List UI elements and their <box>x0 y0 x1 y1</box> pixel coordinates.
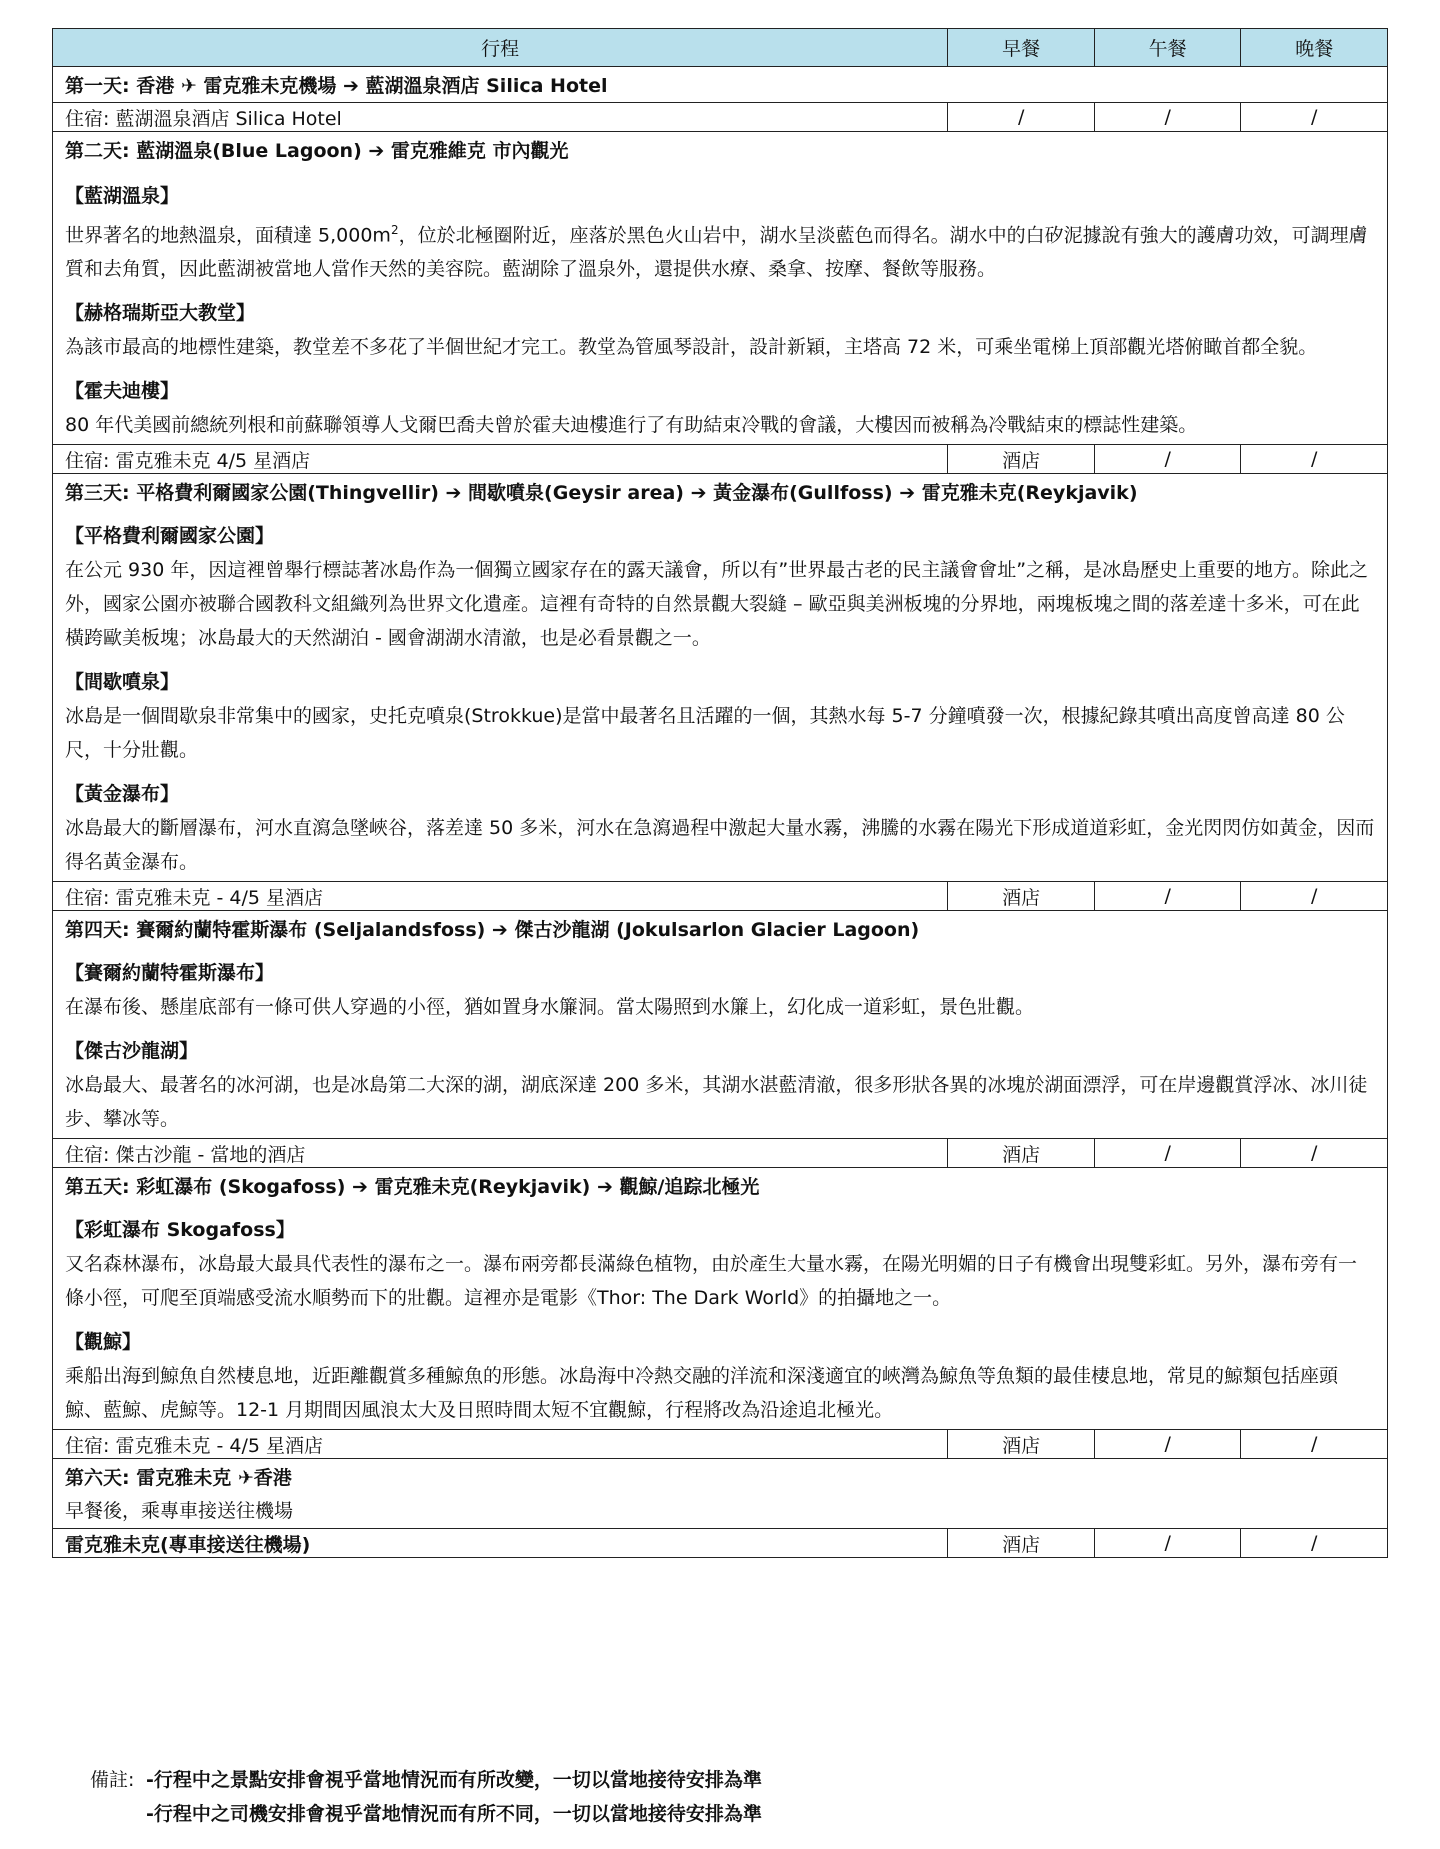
day3-breakfast: 酒店 <box>948 882 1095 911</box>
attraction-title: 【彩虹瀑布 Skogafoss】 <box>65 1219 295 1242</box>
day2-title: 第二天: 藍湖溫泉(Blue Lagoon) ➔ 雷克雅維克 市內觀光 <box>53 132 1388 168</box>
attraction-text: 又名森林瀑布，冰島最大最具代表性的瀑布之一。瀑布兩旁都長滿綠色植物，由於產生大量水霧，在陽光明媚的日子有機會出現雙彩虹。另外，瀑布旁有一條小徑，可爬至頂端感受流水順勢而下的壯觀。這裡亦是電影《Thor: The Dark World》的拍攝地之一。 <box>65 1253 1358 1310</box>
day4-title: 第四天: 賽爾約蘭特霍斯瀑布 (Seljalandsfoss) ➔ 傑古沙龍湖 (Jokulsarlon Glacier Lagoon) <box>53 911 1388 947</box>
attraction-text <box>65 213 1375 286</box>
attraction-text: 在瀑布後、懸崖底部有一條可供人穿過的小徑，猶如置身水簾洞。當太陽照到水簾上，幻化成一道彩虹，景色壯觀。 <box>65 996 1035 1019</box>
day1-title: 第一天: 香港 ✈ 雷克雅未克機場 ➔ 藍湖溫泉酒店 Silica Hotel <box>53 67 1388 103</box>
day3-dinner: / <box>1241 882 1388 911</box>
attraction-title: 【霍夫迪樓】 <box>65 380 180 403</box>
attraction-text: 冰島是一個間歇泉非常集中的國家，史托克噴泉(Strokkue)是當中最著名且活躍的一個，其熱水每 5-7 分鐘噴發一次，根據紀錄其噴出高度曾高達 80 公尺，十分壯觀。 <box>65 705 1345 762</box>
day4-body <box>53 946 1388 1139</box>
attraction-title: 【赫格瑞斯亞大教堂】 <box>65 302 256 325</box>
day6-dinner: / <box>1241 1529 1388 1558</box>
day4-lunch: / <box>1094 1139 1241 1168</box>
day1-stay-row <box>53 103 1388 132</box>
day4-breakfast: 酒店 <box>948 1139 1095 1168</box>
day1-breakfast: / <box>948 103 1095 132</box>
day5-dinner: / <box>1241 1430 1388 1459</box>
day6-note: 早餐後，乘專車接送往機場 <box>65 1500 294 1523</box>
day3-stay: 住宿: 雷克雅未克 - 4/5 星酒店 <box>53 882 948 911</box>
attraction-text: 80 年代美國前總統列根和前蘇聯領導人戈爾巴喬夫曾於霍夫迪樓進行了有助結束冷戰的會議，大樓因而被稱為冷戰結束的標誌性建築。 <box>65 414 1198 437</box>
day3-stay-row <box>53 882 1388 911</box>
day1-dinner: / <box>1241 103 1388 132</box>
day2-stay-row <box>53 445 1388 474</box>
day3-title: 第三天: 平格費利爾國家公園(Thingvellir) ➔ 間歇噴泉(Geysir area) ➔ 黃金瀑布(Gullfoss) ➔ 雷克雅未克(Reykjavik) <box>53 474 1388 510</box>
day5-breakfast: 酒店 <box>948 1430 1095 1459</box>
attraction-text-part: ，位於北極圈附近，座落於黑色火山岩中，湖水呈淡藍色而得名。湖水中的白矽泥據說有強大的護膚功效，可調理膚質和去角質，因此藍湖被當地人當作天然的美容院。藍湖除了溫泉外，還提供水療、桑拿、按摩、餐飲等服務。 <box>65 224 1368 281</box>
day1-title-row <box>53 67 1388 103</box>
attraction-text: 乘船出海到鯨魚自然棲息地，近距離觀賞多種鯨魚的形態。冰島海中冷熱交融的洋流和深淺適宜的峽灣為鯨魚等魚類的最佳棲息地，常見的鯨類包括座頭鯨、藍鯨、虎鯨等。12-1 月期間因風浪太大及日照時間太短不宜觀鯨，行程將改為沿途追北極光。 <box>65 1365 1339 1422</box>
remarks-line-2: -行程中之司機安排會視乎當地情況而有所不同，一切以當地接待安排為準 <box>146 1803 762 1825</box>
day4-dinner: / <box>1241 1139 1388 1168</box>
day3-body <box>53 509 1388 882</box>
day2-lunch: / <box>1094 445 1241 474</box>
attraction-text-part: 世界著名的地熱溫泉，面積達 5,000m <box>65 224 391 247</box>
day2-body-row <box>53 167 1388 445</box>
day5-title-row <box>53 1168 1388 1204</box>
day5-title: 第五天: 彩虹瀑布 (Skogafoss) ➔ 雷克雅未克(Reykjavik) ➔ 觀鯨/追踪北極光 <box>53 1168 1388 1204</box>
attraction-text: 冰島最大的斷層瀑布，河水直瀉急墜峽谷，落差達 50 多米，河水在急瀉過程中激起大量水霧，沸騰的水霧在陽光下形成道道彩虹，金光閃閃仿如黃金，因而得名黃金瀑布。 <box>65 817 1375 874</box>
day6-body-row <box>53 1494 1388 1529</box>
header-lunch: 午餐 <box>1094 29 1241 67</box>
attraction-text: 為該市最高的地標性建築，教堂差不多花了半個世紀才完工。教堂為管風琴設計，設計新穎，主塔高 72 米，可乘坐電梯上頂部觀光塔俯瞰首都全貌。 <box>65 336 1318 359</box>
attraction-text: 在公元 930 年，因這裡曾舉行標誌著冰島作為一個獨立國家存在的露天議會，所以有”世界最古老的民主議會會址”之稱，是冰島歷史上重要的地方。除此之外，國家公園亦被聯合國教科文組織列為世界文化遺產。這裡有奇特的自然景觀大裂縫 – 歐亞與美洲板塊的分界地，兩塊板塊之間的落差達十多米，可在此橫跨歐美板塊；冰島最大的天然湖泊 - 國會湖湖水清澈，也是必看景觀之一。 <box>65 559 1369 650</box>
attraction-title: 【傑古沙龍湖】 <box>65 1040 199 1063</box>
day5-lunch: / <box>1094 1430 1241 1459</box>
day6-title-row <box>53 1459 1388 1495</box>
remarks-row-1 <box>90 1763 762 1797</box>
attraction-title: 【觀鯨】 <box>65 1331 142 1354</box>
day2-title-row <box>53 132 1388 168</box>
day3-title-row <box>53 474 1388 510</box>
day2-body <box>53 167 1388 445</box>
remarks-line-1: -行程中之景點安排會視乎當地情況而有所改變，一切以當地接待安排為準 <box>146 1769 762 1791</box>
day2-breakfast: 酒店 <box>948 445 1095 474</box>
day4-stay-row <box>53 1139 1388 1168</box>
day5-body <box>53 1203 1388 1430</box>
day2-stay: 住宿: 雷克雅未克 4/5 星酒店 <box>53 445 948 474</box>
day1-stay: 住宿: 藍湖溫泉酒店 Silica Hotel <box>53 103 948 132</box>
attraction-title: 【平格費利爾國家公園】 <box>65 525 275 548</box>
day6-stay: 雷克雅未克(專車接送往機場) <box>53 1529 948 1558</box>
day4-title-row <box>53 911 1388 947</box>
attraction-title: 【藍湖溫泉】 <box>65 185 180 207</box>
day6-body <box>53 1494 1388 1529</box>
day5-stay: 住宿: 雷克雅未克 - 4/5 星酒店 <box>53 1430 948 1459</box>
day3-body-row <box>53 509 1388 882</box>
day6-lunch: / <box>1094 1529 1241 1558</box>
attraction-title: 【黃金瀑布】 <box>65 783 180 806</box>
day1-lunch: / <box>1094 103 1241 132</box>
day5-stay-row <box>53 1430 1388 1459</box>
day6-stay-row <box>53 1529 1388 1558</box>
attraction-text: 冰島最大、最著名的冰河湖，也是冰島第二大深的湖，湖底深達 200 多米，其湖水湛藍清澈，很多形狀各異的冰塊於湖面漂浮，可在岸邊觀賞浮冰、冰川徒步、攀冰等。 <box>65 1074 1368 1131</box>
remarks-label: 備註: <box>90 1769 135 1791</box>
header-dinner: 晚餐 <box>1241 29 1388 67</box>
header-itinerary: 行程 <box>53 29 948 67</box>
superscript: 2 <box>390 223 399 237</box>
day2-dinner: / <box>1241 445 1388 474</box>
itinerary-table <box>52 28 1388 1558</box>
day4-body-row <box>53 946 1388 1139</box>
day4-stay: 住宿: 傑古沙龍 - 當地的酒店 <box>53 1139 948 1168</box>
day5-body-row <box>53 1203 1388 1430</box>
table-header-row <box>53 29 1388 67</box>
attraction-title: 【賽爾約蘭特霍斯瀑布】 <box>65 962 275 985</box>
attraction-title: 【間歇噴泉】 <box>65 671 180 694</box>
itinerary-sheet <box>52 28 1388 1558</box>
day6-breakfast: 酒店 <box>948 1529 1095 1558</box>
remarks <box>90 1763 762 1831</box>
header-breakfast: 早餐 <box>948 29 1095 67</box>
day3-lunch: / <box>1094 882 1241 911</box>
day6-title: 第六天: 雷克雅未克 ✈香港 <box>53 1459 1388 1495</box>
